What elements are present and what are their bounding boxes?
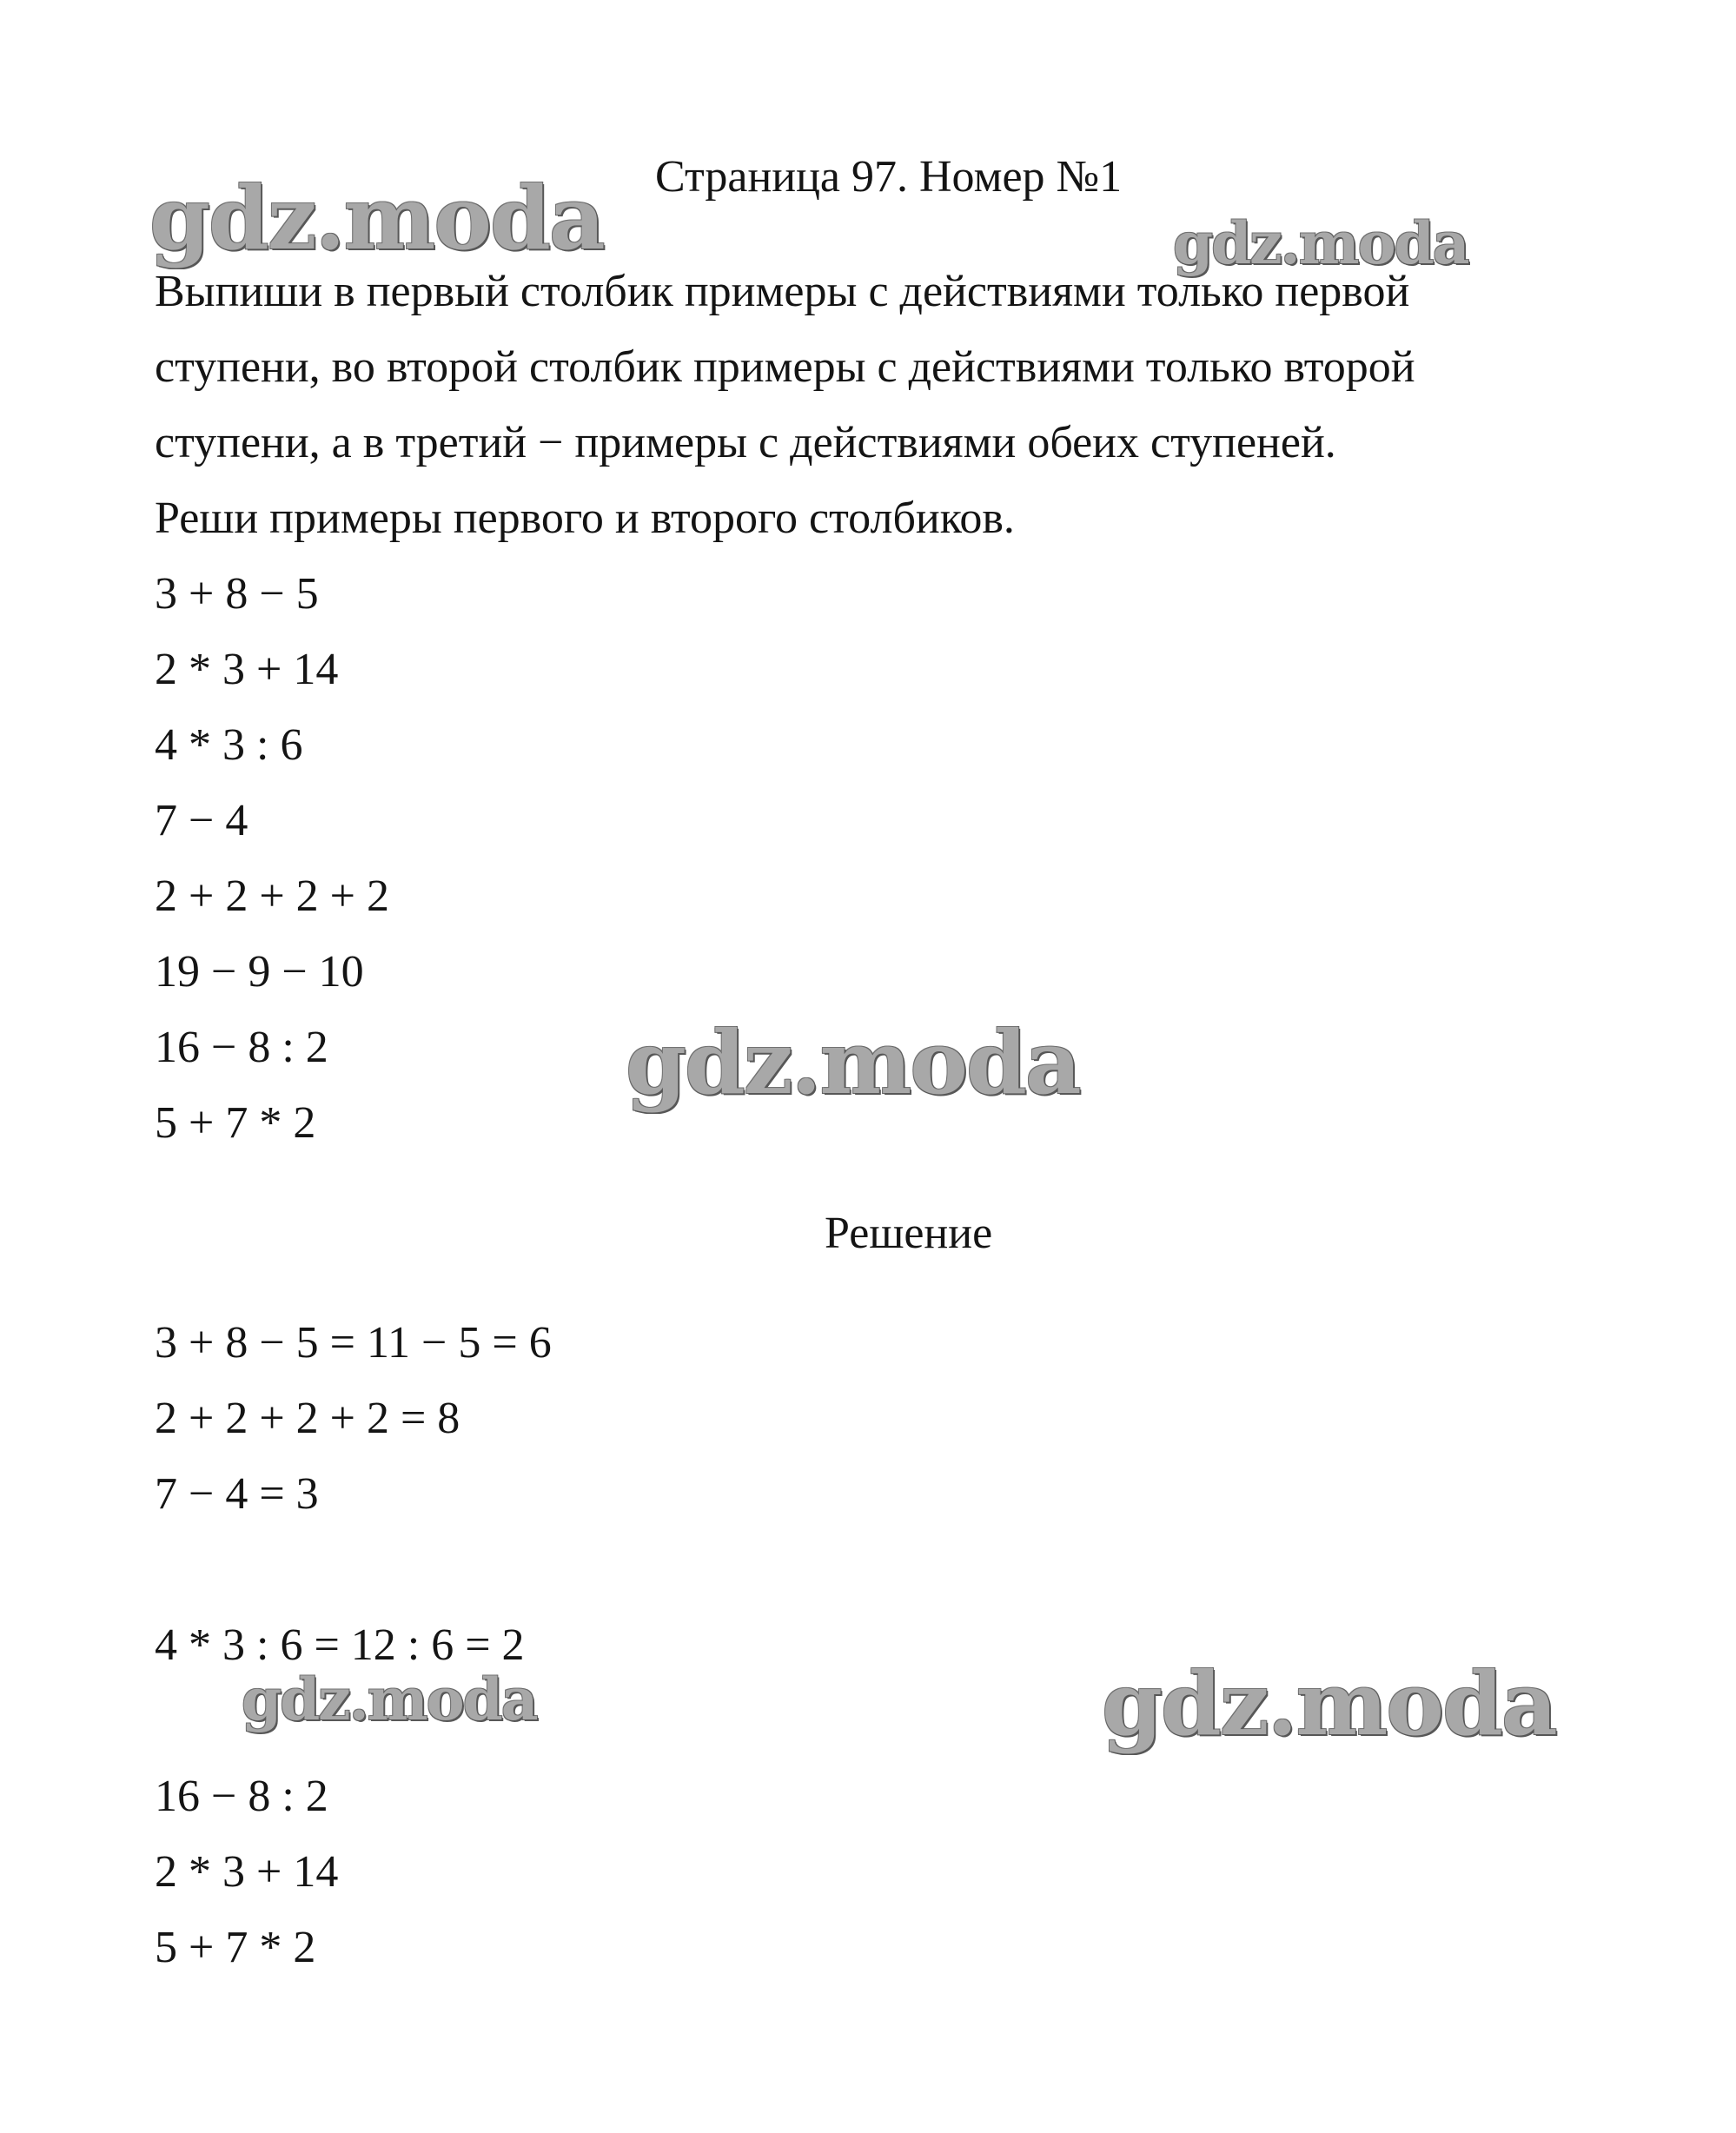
solution-line: 7 − 4 = 3	[155, 1469, 319, 1519]
solution-line: 2 * 3 + 14	[155, 1847, 339, 1897]
watermark-lower-right: gdz.moda	[1102, 1653, 1556, 1755]
solution-line: 16 − 8 : 2	[155, 1772, 328, 1821]
page-title: Страница 97. Номер №1	[655, 152, 1123, 202]
watermark-top-left: gdz.moda	[149, 167, 604, 269]
watermark-top-right: gdz.moda	[1173, 209, 1468, 277]
task-line-1: Выпиши в первый столбик примеры с действиями только первой	[155, 267, 1410, 316]
task-line-4: Реши примеры первого и второго столбиков.	[155, 494, 1015, 543]
task-expression: 3 + 8 − 5	[155, 569, 319, 619]
solution-line: 2 + 2 + 2 + 2 = 8	[155, 1394, 461, 1443]
solution-heading: Решение	[825, 1209, 993, 1258]
task-expression: 2 + 2 + 2 + 2	[155, 871, 389, 921]
task-expression: 4 * 3 : 6	[155, 720, 303, 770]
solution-line: 4 * 3 : 6 = 12 : 6 = 2	[155, 1620, 525, 1670]
solution-line: 5 + 7 * 2	[155, 1923, 316, 1972]
task-expression: 16 − 8 : 2	[155, 1023, 328, 1072]
task-line-3: ступени, а в третий − примеры с действиями обеих ступеней.	[155, 418, 1336, 467]
task-line-2: ступени, во второй столбик примеры с действиями только второй	[155, 342, 1415, 392]
watermark-middle: gdz.moda	[626, 1011, 1080, 1114]
task-expression: 19 − 9 − 10	[155, 947, 364, 997]
watermark-lower-left: gdz.moda	[242, 1666, 537, 1733]
task-expression: 5 + 7 * 2	[155, 1098, 316, 1148]
solution-line: 3 + 8 − 5 = 11 − 5 = 6	[155, 1318, 552, 1368]
task-expression: 2 * 3 + 14	[155, 645, 339, 694]
task-expression: 7 − 4	[155, 796, 248, 845]
